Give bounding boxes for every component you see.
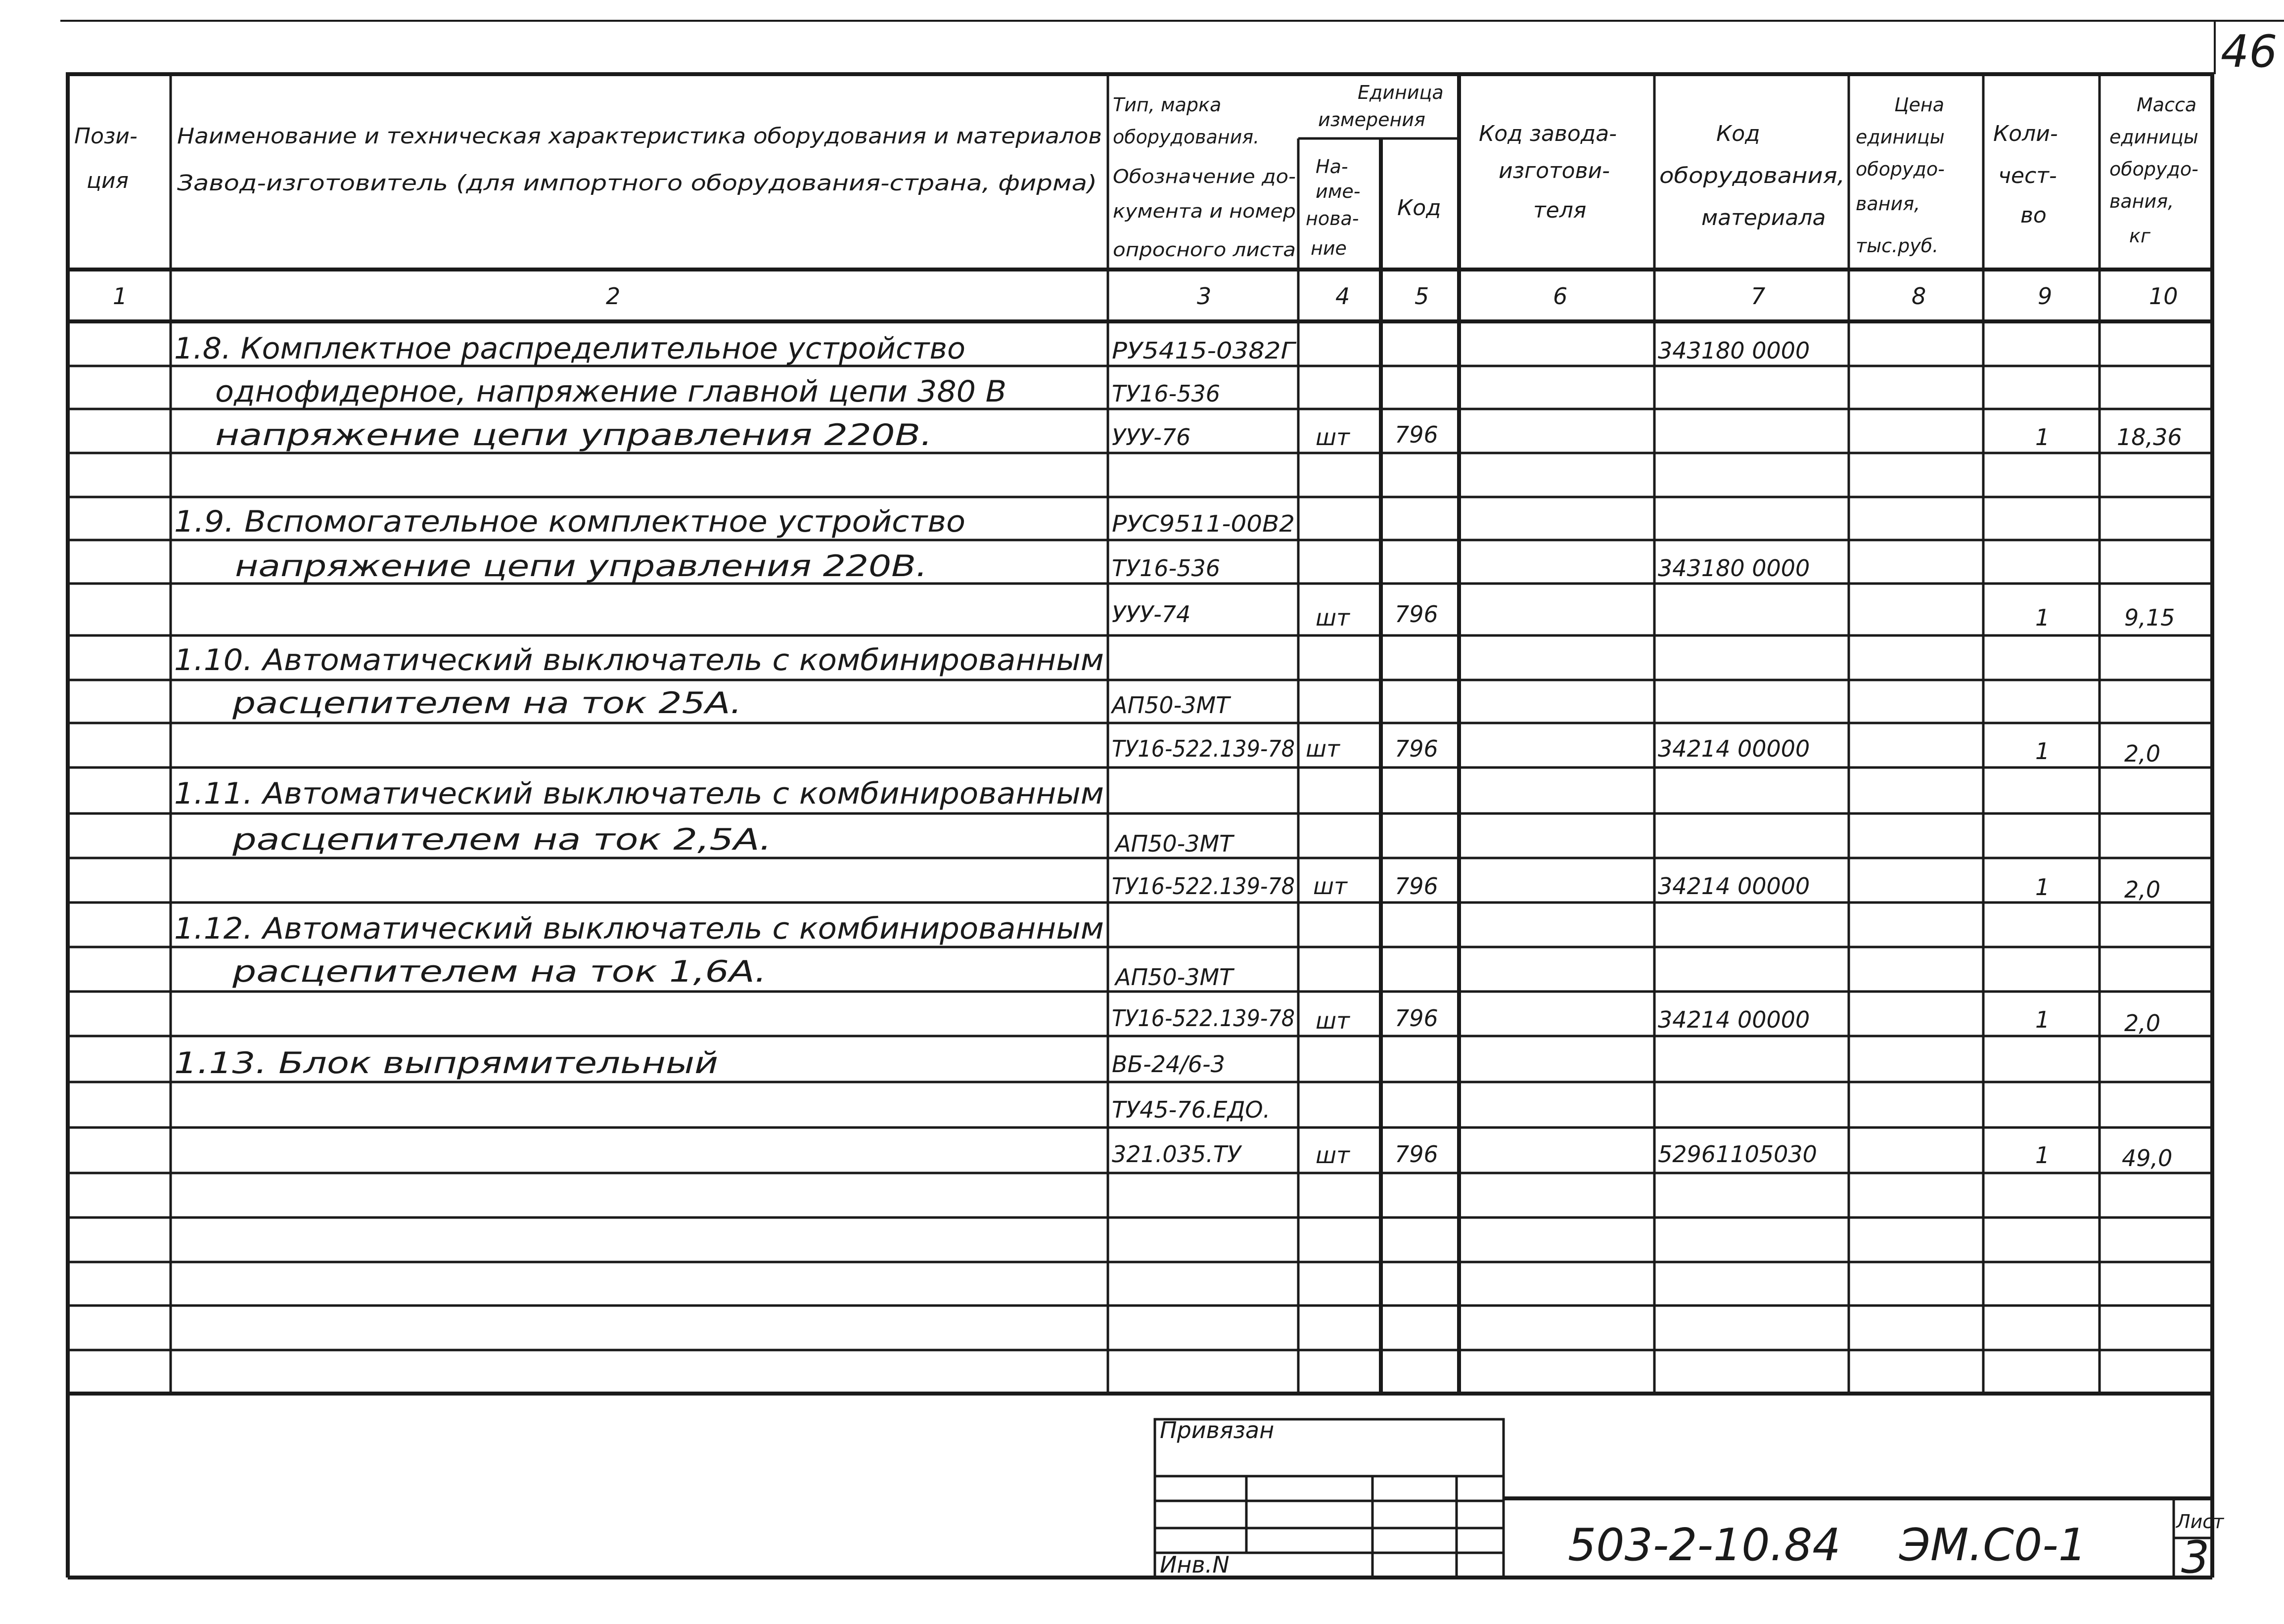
item-qty: 1 — [2035, 738, 2050, 765]
item-type: ВБ-24/6-3 — [1112, 1051, 1225, 1078]
column-number: 5 — [1415, 283, 1429, 310]
table-row — [232, 954, 1235, 991]
item-unit-code: 796 — [1395, 1141, 1438, 1168]
table-row — [174, 504, 1295, 539]
sheet-number: 46 — [2221, 26, 2278, 78]
header-equip-code-1: Код — [1716, 121, 1760, 146]
header-price-4: вания, — [1856, 193, 1920, 215]
table-row — [174, 331, 1810, 366]
header-type-5: опросного листа — [1113, 239, 1296, 261]
item-unit: шт — [1316, 424, 1350, 451]
header-price-1: Цена — [1894, 94, 1945, 116]
table-row — [1112, 873, 2160, 903]
item-mass: 9,15 — [2124, 604, 2175, 631]
inv-label: Инв.N — [1160, 1551, 1230, 1578]
item-name: 1.11. Автоматический выключатель с комбинированным — [174, 776, 1104, 811]
item-equip-code: 343180 0000 — [1658, 337, 1810, 364]
item-name: напряжение цепи управления 220В. — [215, 418, 932, 452]
header-name-2: Завод-изготовитель (для импортного оборудования-страна, фирма) — [177, 171, 1097, 196]
item-name: 1.9. Вспомогательное комплектное устройство — [174, 504, 965, 539]
header-unit-name-3: нова- — [1306, 208, 1359, 229]
item-type: ТУ16-522.139-78 — [1112, 873, 1295, 900]
header-type-4: кумента и номер — [1113, 200, 1296, 222]
item-type: 321.035.ТУ — [1112, 1141, 1241, 1168]
item-mass: 18,36 — [2117, 424, 2182, 451]
item-qty: 1 — [2035, 874, 2050, 901]
header-qty-3: во — [2020, 203, 2047, 228]
column-number: 3 — [1197, 283, 1212, 310]
header-unit-group-2: измерения — [1318, 109, 1425, 131]
header-mass-1: Масса — [2137, 94, 2197, 116]
header-qty-2: чест- — [1998, 163, 2057, 188]
header-qty-1: Коли- — [1993, 121, 2058, 146]
item-name: однофидерное, напряжение главной цепи 380 В — [215, 374, 1007, 409]
item-equip-code: 34214 00000 — [1658, 873, 1810, 900]
header-factory-code-2: изготови- — [1499, 158, 1610, 183]
table-row — [1112, 1096, 1270, 1123]
item-name: расцепителем на ток 1,6А. — [231, 954, 767, 989]
column-number: 8 — [1912, 283, 1926, 310]
item-unit: шт — [1316, 604, 1350, 631]
item-name: 1.10. Автоматический выключатель с комбинированным — [174, 643, 1104, 677]
table-row — [232, 686, 1232, 721]
item-unit: шт — [1316, 1142, 1350, 1169]
header-name-1: Наименование и техническая характеристика оборудования и материалов — [177, 124, 1102, 149]
header-unit-code: Код — [1397, 195, 1441, 221]
table-row — [174, 643, 1104, 677]
table-row — [215, 418, 2182, 452]
header-price-5: тыс.руб. — [1856, 235, 1939, 257]
doc-code: ЭМ.С0-1 — [1899, 1519, 2087, 1571]
column-number: 2 — [606, 283, 621, 310]
table-row — [235, 549, 1810, 584]
item-name: расцепителем на ток 2,5А. — [231, 822, 772, 857]
header-equip-code-2: оборудования, — [1659, 163, 1845, 188]
column-number: 10 — [2149, 283, 2178, 310]
header-type-1: Тип, марка — [1113, 94, 1222, 116]
table-row — [174, 776, 1104, 811]
item-equip-code: 34214 00000 — [1658, 1006, 1810, 1033]
item-type: РУ5415-0382Г — [1112, 337, 1297, 364]
item-equip-code: 52961105030 — [1658, 1141, 1817, 1168]
column-number: 4 — [1335, 283, 1350, 310]
header-type-3: Обозначение до- — [1113, 166, 1296, 187]
header-price-3: оборудо- — [1856, 158, 1945, 180]
item-type: ТУ16-536 — [1112, 555, 1221, 582]
item-name: 1.13. Блок выпрямительный — [174, 1046, 718, 1081]
item-mass: 2,0 — [2124, 1010, 2161, 1037]
item-equip-code: 34214 00000 — [1658, 735, 1810, 762]
item-type: АП50-3МТ — [1112, 692, 1230, 719]
table-header — [74, 82, 2198, 261]
header-factory-code-3: теля — [1533, 198, 1587, 223]
column-number: 9 — [2038, 283, 2053, 310]
table-row — [1112, 601, 2175, 631]
doc-number: 503-2-10.84 — [1568, 1519, 1841, 1571]
item-type: УУУ-76 — [1112, 424, 1191, 451]
item-type: АП50-3МТ — [1115, 964, 1233, 991]
attached-label: Привязан — [1160, 1417, 1275, 1444]
header-type-2: оборудования. — [1113, 126, 1260, 148]
column-number: 1 — [113, 283, 128, 310]
header-unit-name-4: ние — [1311, 237, 1347, 259]
item-name: расцепителем на ток 25А. — [231, 686, 742, 721]
title-block — [1155, 1417, 2225, 1583]
item-type: УУУ-74 — [1112, 601, 1191, 628]
item-unit-code: 796 — [1395, 735, 1438, 762]
header-mass-3: оборудо- — [2109, 158, 2198, 180]
header-unit-name-2: име- — [1316, 180, 1361, 202]
item-type: ТУ16-522.139-78 — [1112, 735, 1295, 762]
item-equip-code: 343180 0000 — [1658, 555, 1810, 582]
item-mass: 49,0 — [2122, 1145, 2173, 1172]
item-name: 1.12. Автоматический выключатель с комбинированным — [174, 911, 1104, 946]
table-row — [232, 822, 1235, 857]
sheet-label: Лист — [2176, 1511, 2224, 1533]
header-unit-group-1: Единица — [1358, 82, 1444, 103]
header-factory-code-1: Код завода- — [1479, 121, 1617, 146]
item-name: 1.8. Комплектное распределительное устройство — [174, 331, 965, 366]
table-row — [174, 1046, 1225, 1081]
header-mass-2: единицы — [2109, 126, 2198, 148]
table-row — [174, 911, 1104, 946]
sheet-value: 3 — [2181, 1532, 2210, 1583]
header-unit-name-1: На- — [1316, 156, 1348, 178]
item-mass: 2,0 — [2124, 740, 2161, 767]
column-number: 6 — [1553, 283, 1568, 310]
header-position-2: ция — [87, 168, 129, 193]
item-qty: 1 — [2035, 604, 2050, 631]
header-position-1: Пози- — [74, 124, 137, 149]
item-qty: 1 — [2035, 1142, 2050, 1169]
table-row — [1112, 1141, 2172, 1172]
item-unit: шт — [1306, 735, 1340, 762]
table-row — [215, 374, 1220, 409]
header-mass-5: кг — [2129, 225, 2150, 247]
item-unit-code: 796 — [1395, 873, 1438, 900]
header-mass-4: вания, — [2109, 190, 2174, 212]
column-lines — [171, 74, 2100, 1394]
item-unit-code: 796 — [1395, 421, 1438, 448]
item-name: напряжение цепи управления 220В. — [235, 549, 927, 584]
item-qty: 1 — [2035, 424, 2050, 451]
item-qty: 1 — [2035, 1006, 2050, 1033]
item-mass: 2,0 — [2124, 876, 2161, 903]
item-type: ТУ16-522.139-78 — [1112, 1005, 1295, 1032]
table-row — [1112, 1005, 2160, 1037]
item-unit: шт — [1313, 873, 1347, 900]
item-type: РУС9511-00В2 — [1112, 510, 1295, 537]
table-frame — [68, 74, 2212, 1394]
item-type: ТУ45-76.ЕДО. — [1112, 1096, 1271, 1123]
column-number-row — [113, 283, 2178, 310]
item-unit-code: 796 — [1395, 601, 1438, 628]
header-equip-code-3: материала — [1701, 205, 1826, 230]
header-price-2: единицы — [1856, 126, 1945, 148]
item-type: ТУ16-536 — [1112, 380, 1221, 407]
item-type: АП50-3МТ — [1115, 830, 1233, 857]
column-number: 7 — [1751, 283, 1766, 310]
item-unit: шт — [1316, 1007, 1350, 1034]
table-row — [1112, 735, 2160, 767]
item-unit-code: 796 — [1395, 1005, 1438, 1032]
